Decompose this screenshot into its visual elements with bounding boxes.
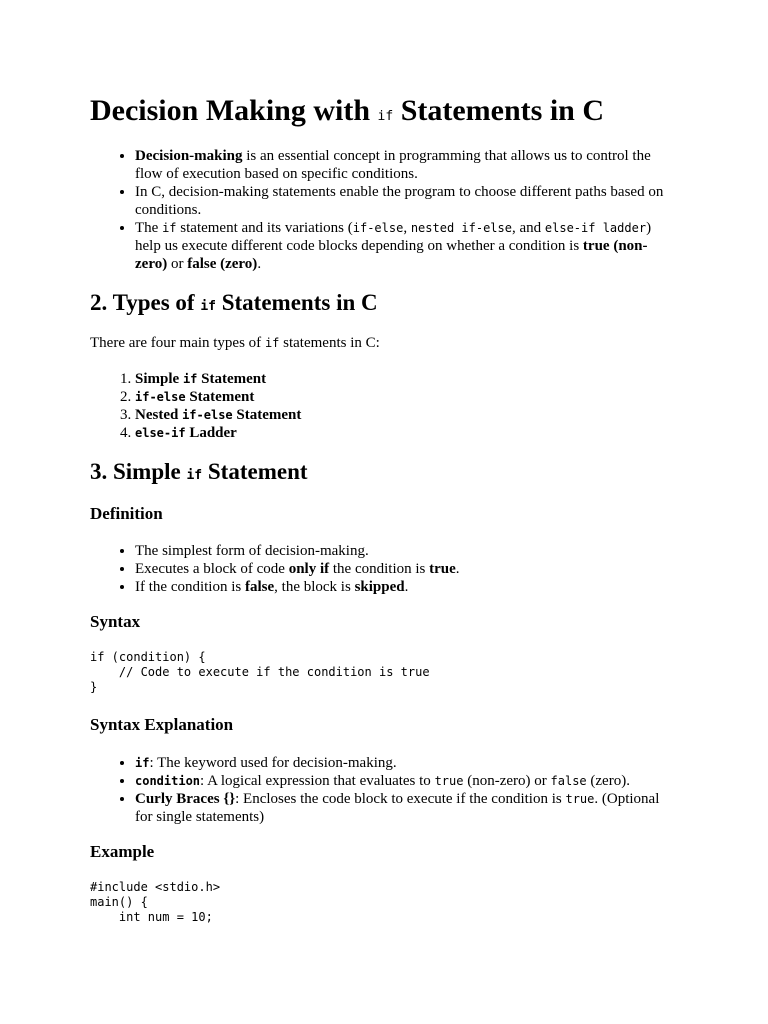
inline-code: else-if (135, 426, 186, 441)
list-bold: skipped (354, 579, 405, 596)
list-text: : A logical expression that evaluates to (200, 772, 435, 789)
types-list (90, 370, 678, 442)
inline-code: if-else (352, 220, 404, 235)
inline-code: true (565, 791, 595, 806)
inline-code: condition (135, 773, 201, 788)
intro-item-3-bold: true (non-zero) (135, 237, 648, 272)
list-item-pre: Simple (135, 371, 183, 388)
title-code: if (377, 109, 394, 124)
list-item-text (135, 407, 301, 423)
list-text: . (404, 579, 409, 596)
title-text-end: Statements in C (393, 94, 605, 127)
heading-text-end: Statements in C (215, 289, 378, 315)
list-item-post: Statement (185, 389, 255, 406)
list-bold: false (244, 579, 275, 596)
heading-text-end: Statement (202, 459, 308, 485)
intro-item-1-bold: Decision-making (135, 147, 243, 164)
list-text: Executes a block of code (135, 561, 289, 578)
intro-item-3 (135, 219, 678, 273)
list-item (135, 388, 678, 406)
list-text: If the condition is (135, 579, 245, 596)
list-bold: only if (288, 561, 330, 578)
list-item (135, 424, 678, 442)
list-bold-code (135, 755, 149, 771)
list-text: (non-zero) or (463, 772, 551, 789)
list-text: : The keyword used for decision-making. (149, 754, 397, 771)
example-code-block: #include <stdio.h> main() { int num = 10; (90, 880, 221, 925)
list-item-text (135, 371, 266, 387)
inline-code: false (550, 773, 587, 788)
list-text: , the block is (274, 579, 355, 596)
intro-item-2 (135, 183, 678, 219)
intro-item-2-text: In C, decision-making statements enable the program to choose different paths based on conditions. (135, 183, 664, 218)
list-text: the condition is (329, 561, 430, 578)
heading-text: 3. Simple (90, 459, 187, 485)
syntax-explanation-list (90, 754, 678, 826)
inline-code: true (434, 773, 464, 788)
paragraph-text: There are four main types of (90, 335, 265, 352)
inline-code: nested if-else (410, 220, 512, 235)
heading-code: if (186, 468, 203, 484)
list-text: . (Optional for single statements) (135, 790, 660, 825)
paragraph-text-end: statements in C: (279, 335, 380, 352)
list-item-post: Ladder (185, 425, 237, 442)
intro-item-3-text: or (167, 255, 188, 272)
intro-item-1-text: is an essential concept in programming that allows us to control the flow of execution based on specific conditions. (135, 147, 651, 182)
list-item (135, 772, 678, 790)
list-item (135, 406, 678, 424)
intro-item-3-text: The (135, 219, 163, 236)
example-heading: Example (90, 841, 155, 861)
title-text: Decision Making with (90, 94, 378, 127)
list-text: (zero). (586, 772, 630, 789)
list-item-post: Statement (232, 407, 302, 424)
intro-item-3-bold: false (zero) (187, 255, 258, 272)
list-bold-code (135, 773, 200, 789)
section-2-heading (90, 289, 678, 317)
list-item-pre: Nested (135, 407, 183, 424)
heading-text: 2. Types of (90, 289, 201, 315)
list-item: • The simplest form of decision-making. (135, 542, 678, 560)
list-text: : Encloses the code block to execute if the condition is (235, 790, 566, 807)
intro-item-3-text: , and (511, 219, 545, 236)
definition-heading: Definition (90, 503, 163, 523)
list-item (135, 370, 678, 388)
list-item-post: Statement (197, 371, 267, 388)
syntax-heading: Syntax (90, 612, 141, 632)
intro-item-1 (135, 147, 678, 183)
definition-list (90, 542, 678, 596)
intro-item-3-text: , (403, 219, 411, 236)
list-item-text (135, 389, 254, 405)
list-item-text (135, 425, 237, 441)
intro-list (90, 147, 678, 273)
page-title (90, 94, 678, 129)
list-bold: true (429, 561, 456, 578)
intro-item-3-text: statement and its variations ( (176, 219, 353, 236)
list-text: . (455, 561, 460, 578)
syntax-explanation-heading: Syntax Explanation (90, 715, 234, 735)
inline-code: else-if ladder (544, 220, 647, 235)
intro-item-3-text: ) help us execute different code blocks depending on whether a condition is (135, 219, 652, 254)
list-item (135, 578, 678, 596)
section-2-paragraph (90, 334, 678, 352)
section-3-heading (90, 458, 678, 486)
inline-code: if (182, 372, 198, 387)
inline-code: if (162, 220, 177, 235)
inline-code: if (135, 755, 150, 770)
heading-code: if (200, 298, 216, 314)
inline-code: if-else (182, 408, 233, 423)
list-item (135, 790, 678, 826)
list-item (135, 754, 678, 772)
list-bold: Curly Braces {} (135, 790, 236, 807)
syntax-code-block: if (condition) { // Code to execute if the condition is true } (90, 650, 430, 695)
list-item (135, 560, 678, 578)
intro-item-3-text: . (257, 255, 262, 272)
inline-code: if (264, 336, 280, 351)
inline-code: if-else (135, 390, 186, 405)
